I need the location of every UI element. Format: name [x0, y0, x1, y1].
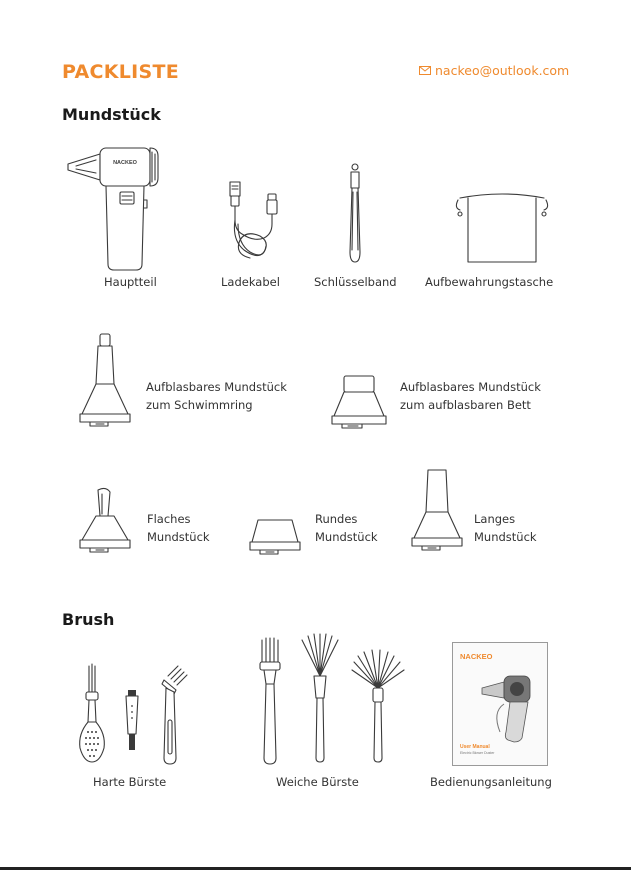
cable-illustration: [220, 180, 290, 266]
main-unit-illustration: [66, 142, 166, 272]
label-bed-nozzle-line2: zum aufblasbaren Bett: [400, 398, 531, 412]
label-swim-nozzle-line1: Aufblasbares Mundstück: [146, 380, 287, 394]
caption-hard-brush: Harte Bürste: [93, 775, 167, 789]
label-round-line2: Mundstück: [315, 530, 378, 544]
section-title-brush: Brush: [62, 610, 115, 629]
manual-illustration: [452, 642, 548, 766]
device-brand: NACKEO: [113, 160, 137, 166]
label-flat-line1: Flaches: [147, 512, 191, 526]
caption-manual: Bedienungsanleitung: [430, 775, 552, 789]
caption-cable: Ladekabel: [221, 275, 280, 289]
manual-heading: User Manual: [460, 744, 490, 750]
label-long-line2: Mundstück: [474, 530, 537, 544]
manual-subheading: Electric Blower Duster: [460, 751, 495, 755]
hard-brush-illustration: [76, 662, 196, 766]
flat-nozzle-illustration: [76, 486, 136, 558]
label-flat-line2: Mundstück: [147, 530, 210, 544]
email-contact[interactable]: [419, 63, 569, 78]
caption-main-unit: Hauptteil: [104, 275, 157, 289]
label-bed-nozzle-line1: Aufblasbares Mundstück: [400, 380, 541, 394]
soft-brush-illustration: [252, 632, 412, 766]
swim-nozzle-illustration: [76, 332, 136, 432]
caption-lanyard: Schlüsselband: [314, 275, 397, 289]
round-nozzle-illustration: [246, 516, 306, 560]
section-title-mouthpiece: Mundstück: [62, 105, 161, 124]
page-title: PACKLISTE: [62, 61, 180, 83]
caption-soft-brush: Weiche Bürste: [276, 775, 359, 789]
bed-nozzle-illustration: [330, 370, 390, 434]
long-nozzle-illustration: [408, 464, 468, 560]
label-round-line1: Rundes: [315, 512, 358, 526]
manual-brand: NACKEO: [460, 652, 493, 661]
envelope-icon: [419, 66, 431, 75]
bag-illustration: [452, 188, 552, 268]
label-long-line1: Langes: [474, 512, 516, 526]
lanyard-illustration: [340, 162, 370, 267]
caption-bag: Aufbewahrungstasche: [425, 275, 554, 289]
email-text: nackeo@outlook.com: [435, 63, 570, 78]
label-swim-nozzle-line2: zum Schwimmring: [146, 398, 253, 412]
